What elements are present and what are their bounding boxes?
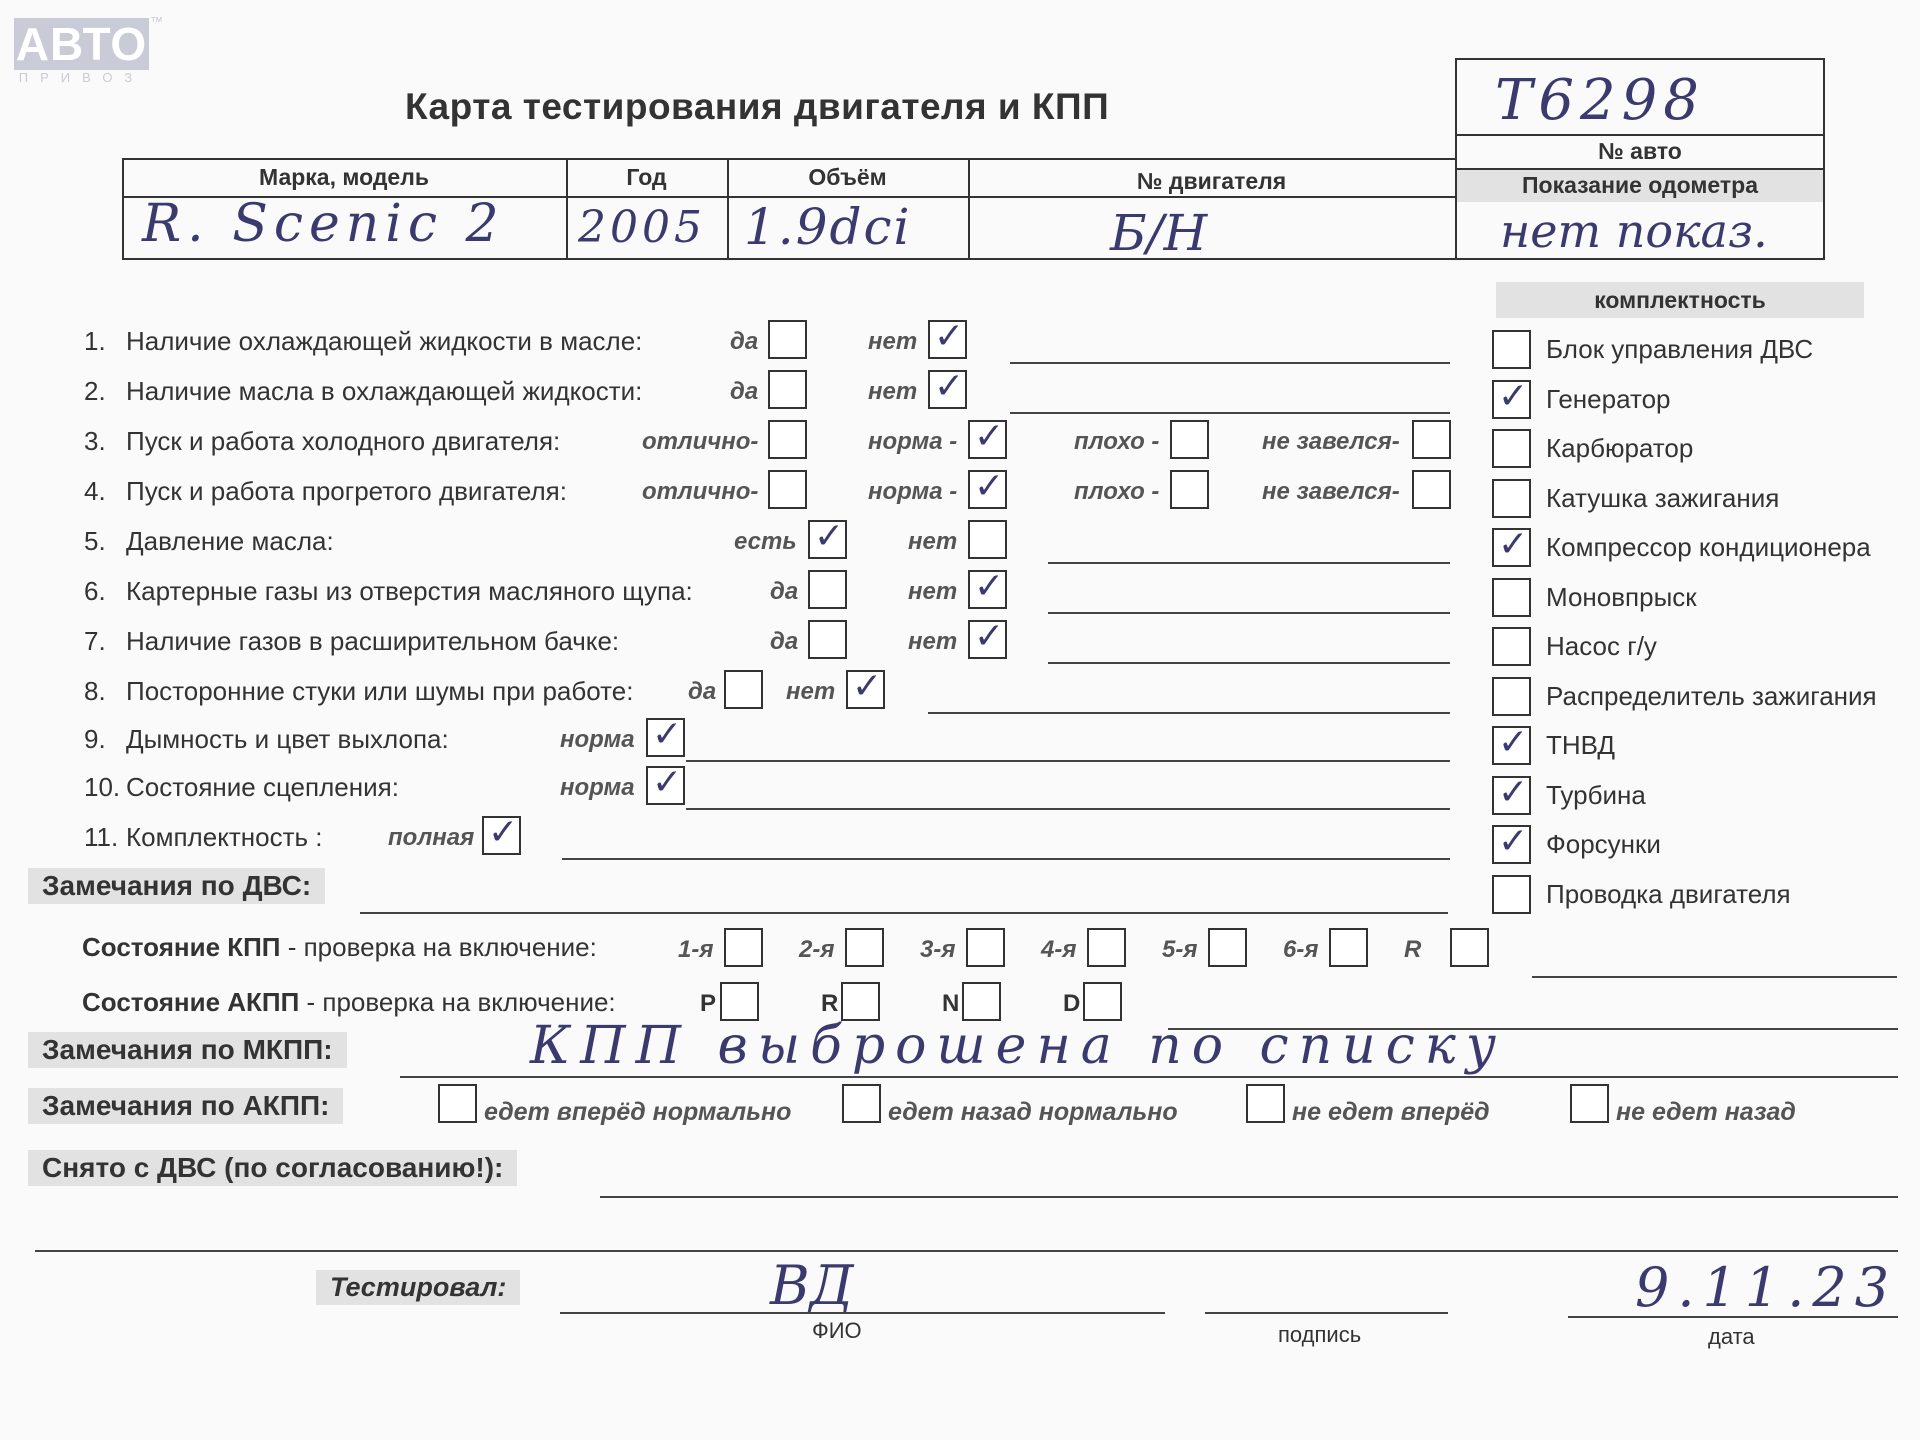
option-label: нет [868, 328, 918, 355]
option-label: да [730, 328, 759, 355]
logo [14, 18, 149, 70]
option-label: норма [560, 726, 635, 753]
option-checkbox[interactable] [768, 470, 807, 509]
komplektnost-item-label: Проводка двигателя [1546, 878, 1791, 909]
option-checkbox[interactable] [1412, 420, 1451, 459]
question-number[interactable]: 11. [84, 822, 119, 852]
akpp-remark-checkbox[interactable] [1246, 1084, 1285, 1123]
header-engine-no: № двигателя [1136, 168, 1287, 194]
gear-checkbox[interactable] [1208, 928, 1247, 967]
question-number[interactable]: 1. [84, 326, 106, 356]
akpp-label [82, 987, 616, 1018]
question-text[interactable]: Комплектность : [126, 822, 323, 852]
gear-checkbox[interactable] [845, 928, 884, 967]
option-checkbox[interactable] [968, 470, 1007, 509]
option-label: не завелся- [1262, 478, 1400, 505]
question-number[interactable]: 5. [84, 526, 106, 556]
komplektnost-checkbox[interactable] [1492, 627, 1531, 666]
answer-line[interactable] [686, 760, 1450, 762]
question-text[interactable]: Наличие охлаждающей жидкости в масле: [126, 326, 643, 356]
remarks-dvs-line[interactable] [360, 912, 1448, 914]
odometer-value[interactable]: нет показ. [1500, 204, 1768, 258]
option-checkbox[interactable] [808, 520, 847, 559]
option-checkbox[interactable] [1412, 470, 1451, 509]
question-text[interactable]: Давление масла: [126, 526, 334, 556]
gear-label: R [1404, 936, 1422, 963]
akpp-remark-label: не едет вперёд [1292, 1098, 1490, 1126]
answer-line[interactable] [1048, 662, 1450, 664]
option-label: нет [908, 628, 958, 655]
engine-no-value[interactable]: Б/Н [1110, 204, 1208, 262]
option-label: норма - [868, 428, 958, 455]
option-label: нет [908, 578, 958, 605]
akpp-label-bold: Состояние АКПП [82, 987, 300, 1017]
page-title: Карта тестирования двигателя и КПП [405, 86, 1110, 127]
logo-trademark: ™ [150, 14, 163, 29]
option-label: отлично- [642, 428, 759, 455]
question-number[interactable]: 6. [84, 576, 106, 606]
sign-label: подпись [1278, 1322, 1362, 1347]
komplektnost-item-label: ТНВД [1546, 730, 1616, 760]
question-text[interactable]: Состояние сцепления: [126, 772, 399, 802]
answer-line[interactable] [1010, 362, 1450, 364]
option-label: полная [388, 824, 475, 851]
date-label: дата [1708, 1324, 1755, 1349]
akpp-remark-checkbox[interactable] [1570, 1084, 1609, 1123]
question-text[interactable]: Наличие масла в охлаждающей жидкости: [126, 376, 643, 406]
option-label: нет [786, 678, 836, 705]
akpp-label-rest: - проверка на включение: [299, 987, 616, 1017]
gear-label: 5-я [1162, 936, 1198, 963]
option-checkbox[interactable] [968, 620, 1007, 659]
kpp-label [82, 932, 597, 963]
komplektnost-item-label: Генератор [1546, 383, 1671, 414]
question-text[interactable]: Картерные газы из отверстия масляного щупа: [126, 576, 693, 606]
komplektnost-checkbox[interactable] [1492, 875, 1531, 914]
akpp-remark-checkbox[interactable] [438, 1084, 477, 1123]
model-value[interactable]: R. Scenic 2 [142, 194, 505, 254]
option-checkbox[interactable] [482, 816, 521, 855]
option-checkbox[interactable] [768, 370, 807, 409]
option-checkbox[interactable] [646, 718, 685, 757]
gear-checkbox[interactable] [1087, 928, 1126, 967]
header-volume: Объём [808, 164, 887, 190]
komplektnost-checkbox[interactable] [1492, 330, 1531, 369]
question-number[interactable]: 8. [84, 676, 106, 706]
option-label: да [770, 628, 799, 655]
option-label: нет [908, 528, 958, 555]
date-value[interactable]: 9.11.23 [1635, 1256, 1898, 1319]
answer-line[interactable] [1048, 612, 1450, 614]
remarks-mkpp-label: Замечания по МКПП: [28, 1032, 347, 1068]
akpp-remark-label: едет назад нормально [888, 1098, 1178, 1126]
car-number-value[interactable]: Т6298 [1495, 68, 1705, 133]
komplektnost-checkbox[interactable] [1492, 825, 1531, 864]
year-value[interactable]: 2005 [578, 202, 706, 253]
removed-label: Снято с ДВС (по согласованию!): [28, 1150, 517, 1186]
komplektnost-item-label: Моновпрыск [1546, 581, 1697, 612]
option-checkbox[interactable] [808, 570, 847, 609]
question-text[interactable]: Дымность и цвет выхлопа: [126, 724, 449, 754]
option-label: норма - [868, 478, 958, 505]
option-checkbox[interactable] [968, 570, 1007, 609]
option-checkbox[interactable] [768, 320, 807, 359]
question-number[interactable]: 10. [84, 772, 121, 802]
komplektnost-checkbox[interactable] [1492, 677, 1531, 716]
option-label: плохо - [1074, 478, 1160, 505]
gear-checkbox[interactable] [724, 928, 763, 967]
option-label: плохо - [1074, 428, 1160, 455]
logo-text: АВТО [15, 18, 148, 70]
odometer-label: Показание одометра [1522, 172, 1758, 198]
header-model: Марка, модель [259, 164, 429, 190]
answer-line[interactable] [928, 712, 1450, 714]
remarks-akpp-label: Замечания по АКПП: [28, 1088, 343, 1124]
komplektnost-item-label: Компрессор кондиционера [1546, 532, 1871, 562]
logo-subtitle: ПРИВОЗ [18, 70, 145, 85]
option-checkbox[interactable] [1170, 470, 1209, 509]
question-number[interactable]: 2. [84, 376, 106, 406]
kpp-label-rest: - проверка на включение: [280, 932, 597, 962]
gear-label: 6-я [1283, 936, 1319, 963]
remarks-mkpp-value[interactable]: КПП выброшена по списку [530, 1016, 1507, 1076]
akpp-remark-label: едет вперёд нормально [484, 1098, 792, 1126]
car-number-label: № авто [1598, 138, 1682, 164]
komplektnost-checkbox[interactable] [1492, 380, 1531, 419]
volume-value[interactable]: 1.9dci [744, 198, 912, 256]
remarks-dvs-label: Замечания по ДВС: [28, 868, 325, 904]
akpp-position-label: D [1063, 990, 1081, 1017]
option-label: нет [868, 378, 918, 405]
option-checkbox[interactable] [928, 370, 967, 409]
option-checkbox[interactable] [768, 420, 807, 459]
option-checkbox[interactable] [846, 670, 885, 709]
option-label: норма [560, 774, 635, 801]
akpp-position-label: N [942, 990, 960, 1017]
akpp-remark-checkbox[interactable] [842, 1084, 881, 1123]
gear-checkbox[interactable] [966, 928, 1005, 967]
komplektnost-item-label: Распределитель зажигания [1546, 680, 1877, 711]
answer-line[interactable] [1010, 412, 1450, 414]
option-label: да [688, 678, 717, 705]
gear-checkbox[interactable] [1329, 928, 1368, 967]
kpp-label-bold: Состояние КПП [82, 932, 281, 962]
akpp-position-label: R [821, 990, 839, 1017]
komplektnost-item-label: Блок управления ДВС [1546, 334, 1814, 364]
komplektnost-checkbox[interactable] [1492, 528, 1531, 567]
gear-label: 2-я [799, 936, 835, 963]
option-checkbox[interactable] [968, 520, 1007, 559]
komplektnost-checkbox[interactable] [1492, 479, 1531, 518]
question-number[interactable]: 7. [84, 626, 106, 656]
option-checkbox[interactable] [724, 670, 763, 709]
fio-label: ФИО [812, 1318, 862, 1343]
gear-checkbox[interactable] [1450, 928, 1489, 967]
gear-label: 3-я [920, 936, 956, 963]
option-checkbox[interactable] [1170, 420, 1209, 459]
komplektnost-item-label: Форсунки [1546, 829, 1661, 859]
answer-line[interactable] [686, 808, 1450, 810]
komplektnost-checkbox[interactable] [1492, 578, 1531, 617]
option-checkbox[interactable] [808, 620, 847, 659]
komplektnost-item-label: Катушка зажигания [1546, 482, 1780, 513]
question-number[interactable]: 4. [84, 476, 106, 506]
gear-label: 4-я [1041, 936, 1077, 963]
option-checkbox[interactable] [968, 420, 1007, 459]
option-checkbox[interactable] [928, 320, 967, 359]
komplektnost-item-label: Карбюратор [1546, 433, 1694, 463]
option-checkbox[interactable] [646, 766, 685, 805]
option-label: да [770, 578, 799, 605]
option-label: не завелся- [1262, 428, 1400, 455]
komplektnost-title: комплектность [1496, 282, 1864, 318]
header-year: Год [626, 164, 667, 190]
question-text[interactable]: Посторонние стуки или шумы при работе: [126, 676, 634, 706]
komplektnost-item-label: Насос г/у [1546, 631, 1657, 661]
question-text[interactable]: Пуск и работа холодного двигателя: [126, 426, 561, 456]
question-number[interactable]: 9. [84, 724, 106, 754]
answer-line[interactable] [1048, 562, 1450, 564]
option-label: отлично- [642, 478, 759, 505]
gear-label: 1-я [678, 936, 714, 963]
komplektnost-item-label: Турбина [1546, 779, 1646, 810]
tested-label: Тестировал: [316, 1270, 520, 1305]
question-text[interactable]: Пуск и работа прогретого двигателя: [126, 476, 567, 506]
option-label: есть [734, 528, 797, 555]
fio-value[interactable]: ВД [770, 1254, 854, 1317]
answer-line[interactable] [562, 858, 1450, 860]
question-number[interactable]: 3. [84, 426, 106, 456]
option-label: да [730, 378, 759, 405]
question-text[interactable]: Наличие газов в расширительном бачке: [126, 626, 620, 656]
akpp-remark-label: не едет назад [1616, 1098, 1796, 1126]
komplektnost-checkbox[interactable] [1492, 726, 1531, 765]
komplektnost-checkbox[interactable] [1492, 429, 1531, 468]
akpp-position-label: P [700, 990, 717, 1017]
komplektnost-checkbox[interactable] [1492, 776, 1531, 815]
